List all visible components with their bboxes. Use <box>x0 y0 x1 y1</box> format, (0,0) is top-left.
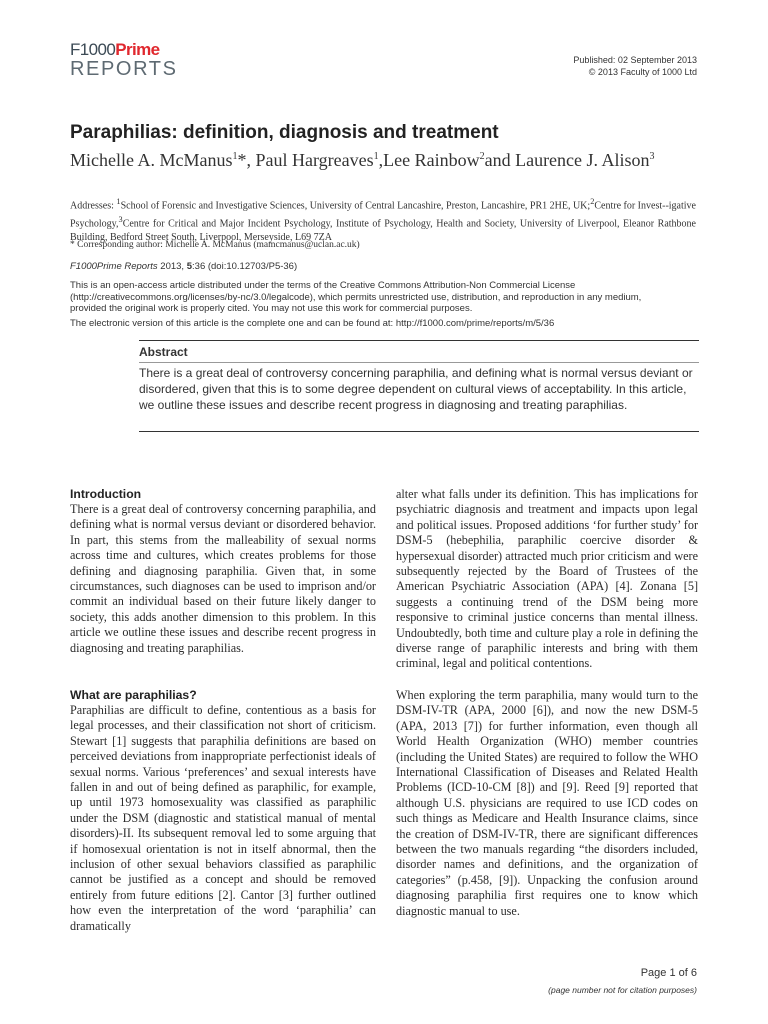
author-affiliation: 2 <box>479 151 485 162</box>
logo-reports: REPORTS <box>70 58 178 80</box>
citation-doi: :36 (doi:10.12703/P5-36) <box>192 261 298 272</box>
address-marker: 3 <box>118 214 123 224</box>
logo-prefix: F1000 <box>70 40 116 59</box>
citation-year: 2013, <box>157 261 187 272</box>
published-date: Published: 02 September 2013 <box>573 55 697 65</box>
author-addresses <box>70 195 696 244</box>
abstract-text: There is a great deal of controversy concerning paraphilia, and defining what is normal versus deviant or disordered, given that this is to some degree dependent on cultural views of acceptability. In this article, we outline these issues and describe recent progress in diagnosing and treating paraphilias. <box>139 366 693 412</box>
article-citation <box>70 261 297 272</box>
paragraph: Paraphilias are difficult to define, contentious as a basis for legal processes, and their classification not short of criticism. Stewart [1] suggests that paraphilia definitions are based on perceived deviations from inappropriate perfectionist ideals of sexual norms. Various ‘preferences’ and sexual interests have fallen in and out of being defined as paraphilic, for example, up until 1973 homosexuality was classified as paraphilic under the DSM (diagnostic and statistical manual of mental disorders)-II. Its subsequent removal led to some arguing that if homosexual orientation is not in itself abnormal, then the inclusion of other sexual behaviors classified as paraphilic cannot be justified as a concept and should be removed entirely from future editions [2]. Cantor [3] further outlined how even the interpretation of the word ‘paraphilia’ can dramatically <box>70 703 376 933</box>
author-list <box>70 150 655 171</box>
author-name: Paul Hargreaves <box>255 150 374 170</box>
address-2: Centre for Invest--igative Psychology, <box>70 200 696 230</box>
copyright: © 2013 Faculty of 1000 Ltd <box>588 67 697 77</box>
citation-volume: 5 <box>186 261 193 272</box>
author-affiliation: 1 <box>232 151 238 162</box>
journal-logo <box>70 40 159 60</box>
introduction-body <box>70 502 376 656</box>
publication-info <box>573 54 697 78</box>
page-number-note: (page number not for citation purposes) <box>548 985 697 995</box>
section-heading-introduction: Introduction <box>70 487 142 501</box>
address-1: School of Forensic and Investigative Sciences, University of Central Lancashire, Preston, Lancashire, PR1 2HE, UK; <box>120 200 591 212</box>
abstract-heading: Abstract <box>139 345 188 359</box>
addresses-prefix: Addresses: <box>70 200 117 212</box>
address-marker: 1 <box>116 197 121 206</box>
article-title: Paraphilias: definition, diagnosis and treatment <box>70 122 499 143</box>
citation-journal: F1000Prime Reports <box>70 261 158 272</box>
corresponding-author: * Corresponding author: Michelle A. McManus (mamcmanus@uclan.ac.uk) <box>70 240 360 250</box>
section-heading-what-are-paraphilias: What are paraphilias? <box>70 688 197 702</box>
paragraph: alter what falls under its definition. This has implications for psychiatric diagnosis and treatment and impacts upon legal and political issues. Proposed additions ‘for further study’ for DSM-5 (hebephilia, paraphilic coercive disorder & hypersexual disorder) attracted much prior criticism and were subsequently rejected by the Board of Trustees of the American Psychiatric Association (APA) [4]. Zonana [5] suggests a continuing trend of the DSM being more responsive to criminal justice concerns than mental illness. Undoubtedly, both time and culture play a role in defining the diverse range of paraphilic interests and bring with them criminal, legal and political contentions. <box>396 487 698 671</box>
right-column-paragraph-2 <box>396 688 698 919</box>
address-3: Centre for Critical and Major Incident Psychology, Institute of Psychology, Health and Society, University of Liverpool, Eleanor Rathbone Building, Bedford Street South, Liverpool, Merseyside, L69 7ZA <box>70 218 696 243</box>
paragraph: When exploring the term paraphilia, many would turn to the DSM-IV-TR (APA, 2000 [6]), and now the new DSM-5 (APA, 2013 [7]) for further information, even though all World Health Organization (WHO) member countries (including the United States) are required to follow the WHO International Classification of Diseases and Related Health Problems (ICD-10-CM [8]) and [9]. Reed [9] reported that although U.S. physicians are required to use ICD codes on such things as Medicare and Health Insurance claims, since the creation of DSM-IV-TR, there are significant differences between the two manuals regarding “the disorders included, disorder names and definitions, and the organization of categories” (p.458, [9]). Unpacking the confusion around diagnosing paraphilia first requires one to know which diagnostic manual to use. <box>396 688 698 918</box>
logo-brand: Prime <box>115 40 160 59</box>
author-name: Michelle A. McManus <box>70 150 233 170</box>
author-affiliation: 3 <box>649 151 655 162</box>
author-affiliation: 1 <box>373 151 379 162</box>
what-are-paraphilias-body <box>70 703 376 934</box>
author-separator: *, <box>237 150 256 170</box>
right-column-paragraph-1 <box>396 487 698 672</box>
author-separator: and <box>484 150 516 170</box>
paragraph: There is a great deal of controversy concerning paraphilia, and defining what is normal versus deviant or disordered behavior. In part, this stems from the malleability of sexual norms across time and cultures, which creates problems for those defining and diagnosing paraphilia. Given that, in some circumstances, such diagnoses can be used to imprison and/or commit an individual based on their future likely danger to society, this adds another dimension to this problem. In this article we outline these issues and describe recent progress in diagnosing and treating paraphilias. <box>70 502 376 655</box>
page-number: Page 1 of 6 <box>640 967 697 979</box>
address-marker: 2 <box>590 197 595 206</box>
author-name: Lee Rainbow <box>383 150 480 170</box>
author-separator: , <box>378 150 384 170</box>
abstract-divider <box>139 362 699 363</box>
license-statement: This is an open-access article distributed under the terms of the Creative Commons Attribution-Non Commercial License (http://creativecommons.org/licenses/by-nc/3.0/legalcode), which permits unrestricted use, distribution, and reproduction in any medium, provided the original work is properly cited. You may not use this work for commercial purposes. <box>70 280 642 314</box>
author-name: Laurence J. Alison <box>515 150 650 170</box>
electronic-version-note: The electronic version of this article is the complete one and can be found at: http://f1000.com/prime/reports/m/5/36 <box>70 318 555 329</box>
